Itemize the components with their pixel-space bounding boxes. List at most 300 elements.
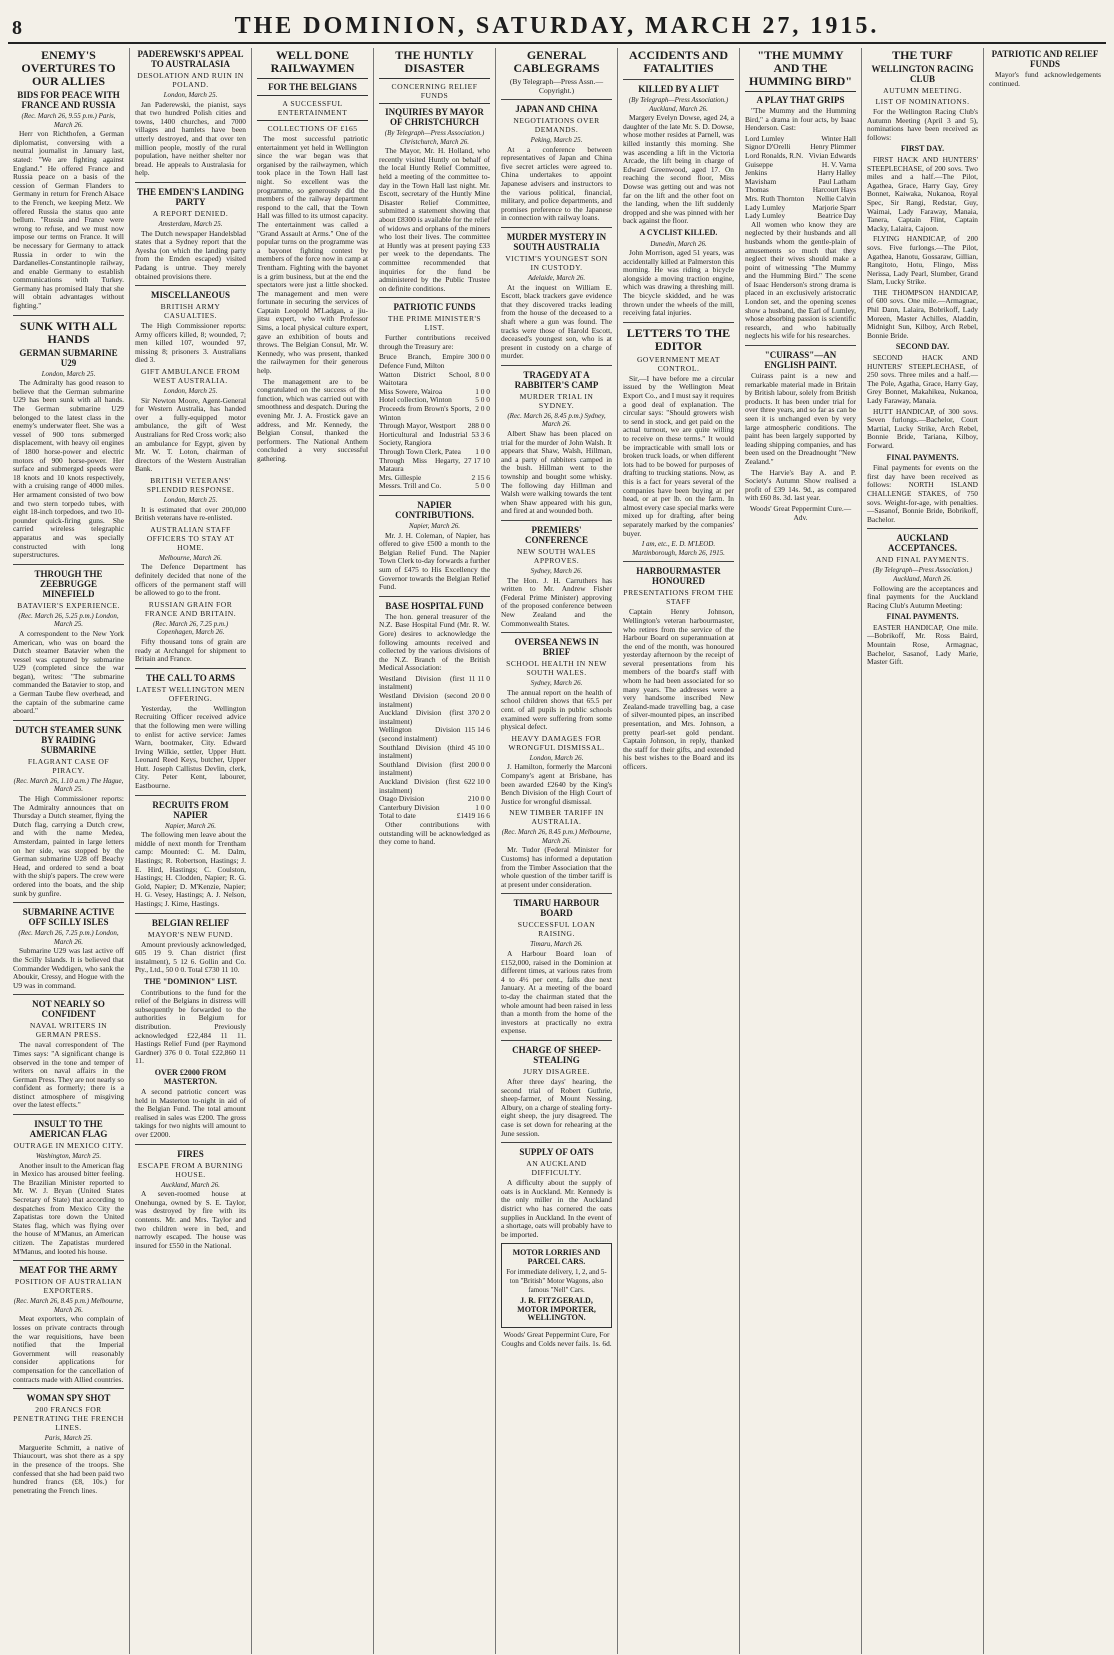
article-body: The management are to be congratulated on the success of the function, which was carried out with smoothness and despatch. During the evening Mr. J. A. Frostick gave an address, and Mr. Kennedy, the Belgian Consul, thanked the performers. The National Anthem concluded a very successful gathering. — [257, 376, 368, 463]
list-item — [379, 744, 490, 761]
subheadline: AN AUCKLAND DIFFICULTY. — [526, 1159, 587, 1178]
article-body: The Admiralty has good reason to believe that the German submarine U29 has been sunk with all hands. The German submarine U29 belonged to the latest class in the enemy's underwater fleet. She was a vessel of 900 tons submerged displacement, with heavy oil engines of 1800 horse-power and electric motors of 900 horse-power. Her surface and submerged speeds were 18 knots and 10 knots respectively, with a cruising range of 4000 miles. Her armament consisted of two bow and two stern torpedo tubes, with eight 18-inch torpedoes, and two 10-pounder quick-firing guns. She carried wireless telegraphic apparatus and was specially constructed with long superstructures. — [13, 378, 124, 560]
list-entry-value: 200 0 0 — [467, 759, 490, 769]
article-body: Final payments for events on the first day have been received as follows: NORTH ISLAND CHALLENGE STAKES, of 750 sovs. Weight-for-age, with penalties.—Sasanof, Bonnie Bride, Bobrikoff, Bachelor. — [867, 463, 978, 524]
article-body: Marguerite Schmitt, a native of Thiaucourt, was shot there as a spy in the presence of the troops. She confessed that she had been paid two hundred francs (£8, 10s.) for penetrating the French lines. — [13, 1442, 124, 1495]
list-entry-name: Canterbury Division — [379, 802, 440, 812]
list-item — [379, 692, 490, 709]
list-entry-name: Auckland Division (first instalment) — [379, 708, 464, 726]
article — [745, 345, 856, 522]
subheadline: CONCERNING RELIEF FUNDS — [391, 82, 478, 100]
list-item — [379, 726, 490, 743]
article-body: Mayor's fund acknowledgements continued. — [989, 70, 1101, 88]
article-body: EASTER HANDICAP, One mile.—Bobrikoff, Mr. Ross Baird, Mountain Rose, Armagnac, Bachelor, Sasanof, Lady Marie, Master Gift. — [867, 622, 978, 667]
list-entry-name: Total to date — [379, 811, 416, 821]
article-body: The Harvie's Bay A. and P. Society's Autumn Show realised a profit of £39 14s. 9d., as compared with £60 8s. 3d. last year. — [745, 467, 856, 503]
article-body: A Harbour Board loan of £152,000, raised in the Dominion at different times, at various rates from 4 to 4½ per cent., falls due next January. At a meeting of the board to-day the chairman stated that the whole amount had been raised in less than a month from the home of the investors at practically no extra expense. — [501, 949, 612, 1036]
contributions-list — [379, 675, 490, 821]
subheadline: GIFT AMBULANCE FROM WEST AUSTRALIA. — [140, 367, 241, 386]
subheadline: A CYCLIST KILLED. — [639, 227, 718, 237]
list-item — [379, 482, 490, 491]
ad-text: Woods' Great Peppermint Cure.—Adv. — [749, 503, 852, 522]
list-entry-value: 288 0 0 — [467, 421, 490, 431]
article-body: Amount previously acknowledged, 605 19 9. Chan district (first instalment), 5 12 6. Gollin and Co. Pty., Ltd., 50 0 0. Total £730 11 10. — [135, 939, 246, 975]
article — [13, 1114, 124, 1256]
article-body: Submarine U29 was last active off the Scilly Islands. It is believed that Commander Weddigen, who sank the Aboukir, Cressy, and Hogue with the U9 was in command. — [13, 946, 124, 990]
list-entry-value: 27 17 10 — [464, 455, 490, 465]
subheadline: MAYOR'S NEW FUND. — [147, 929, 234, 939]
subheadline: GOVERNMENT MEAT CONTROL. — [636, 354, 721, 373]
article-body: A correspondent to the New York American, who was on board the Dutch steamer Batavier when the vessel was captured by submarine U29 (completed since the war began), writes: "The submarine commanded the Batavier to stop, and a German Taube flew overhead, and the captain of the submarine came aboard." — [13, 628, 124, 716]
subheadline: NEGOTIATIONS OVER DEMANDS. — [513, 116, 600, 134]
subheadline: BRITISH ARMY CASUALTIES. — [160, 302, 221, 321]
list-entry-value: Nellie Calvin — [816, 193, 856, 203]
article-body: The Dutch newspaper Handelsblad states that a Sydney report that the Ayesha (on which the landing party from the Emden escaped) visited Padang is untrue. They merely obtained provisions there. — [135, 228, 246, 281]
dateline: (By Telegraph—Press Association.) Auckland, March 26. — [872, 566, 973, 583]
headline: THE CALL TO ARMS — [146, 672, 235, 683]
headline: "THE MUMMY AND THE HUMMING BIRD" — [749, 48, 852, 88]
headline: THROUGH THE ZEEBRUGGE MINEFIELD — [34, 568, 103, 599]
masthead — [8, 6, 1106, 44]
column-3 — [252, 48, 374, 1654]
dateline: Washington, March 25. — [35, 1152, 102, 1161]
article-body: HUTT HANDICAP, of 300 sovs. Seven furlongs.—Bachelor, Court Martial, Lucky Strike, Arch Rebel, Bonnie Bride, Tariana, Kilboy, Forward. — [867, 406, 978, 450]
headline: GENERAL CABLEGRAMS — [513, 48, 600, 75]
list-entry-name: Otago Division — [379, 794, 425, 804]
subheadline: FINAL PAYMENTS. — [886, 452, 959, 462]
article — [501, 1142, 612, 1239]
subheadline: VICTIM'S YOUNGEST SON IN CUSTODY. — [505, 253, 608, 272]
dateline: Amsterdam, March 25. — [158, 219, 223, 228]
dateline: (Rec. March 26, 8.45 p.m.) Melbourne, March 26. — [13, 1297, 124, 1314]
list-entry-value: 20 0 0 — [471, 691, 490, 701]
subheadline: FIRST DAY. — [900, 144, 945, 154]
article-body: John Morrison, aged 51 years, was accidentally killed at Palmerston this morning. He was riding a bicycle alongside a moving traction engine, which was drawing a threshing mill. The bicycle skidded, and he was thrown under the wheels of the mill, receiving fatal injuries. — [623, 248, 734, 318]
list-entry-name: Lord Lumley — [745, 133, 785, 143]
article-body: The High Commissioner reports: The Admiralty announces that on Thursday a Dutch steamer, flying the Dutch flag, carrying a Dutch crew, and with the name Medea, Amsterdam, painted in large letters on her side, was stopped by the German submarine U28 off Beachy Head, and ordered to send a boat with the ship's papers. The crew were ordered into the boats, and the ship sunk by gunfire. — [13, 794, 124, 898]
article-body: The Hon. J. H. Carruthers has written to Mr. Andrew Fisher (Federal Prime Minister) approving of the proposed conference between New Zealand and the Commonwealth States. — [501, 575, 612, 628]
cast-list — [745, 135, 856, 221]
dateline: Adelaide, March 26. — [527, 273, 586, 282]
newspaper-title: THE DOMINION, SATURDAY, MARCH 27, 1915. — [234, 13, 880, 39]
list-entry-name: Hotel collection, Winton — [379, 395, 452, 405]
article — [867, 49, 978, 524]
headline: NAPIER CONTRIBUTIONS. — [395, 499, 474, 520]
column-1 — [8, 48, 130, 1654]
dateline: (Rec. March 26, 1.10 a.m.) The Hague, March 25. — [13, 776, 124, 794]
article-body: FLYING HANDICAP, of 200 sovs. Five furlongs.—The Pilot, Agathea, Hanotu, Gossaraw, Gillian, Rangitoto, Hotu, Flingo, Miss Nerissa, Lady Pearl, Slumber, Grand Slam, Lucky Strike. — [867, 234, 978, 287]
article-body: The annual report on the health of school children shows that 65.5 per cent. of all pupils in public schools examined were suffering from some physical defect. — [501, 687, 612, 732]
dateline: London, March 25. — [163, 387, 218, 396]
list-entry-value: 5 0 0 — [475, 481, 490, 491]
headline: BELGIAN RELIEF — [151, 917, 230, 928]
list-entry-name: Through Mayor, Westport — [379, 421, 456, 431]
list-entry-name: Miss Sowere, Wairoa — [379, 386, 443, 396]
list-entry-value: 8 0 0 — [475, 369, 490, 379]
article-body: Contributions to the fund for the relief of the Belgians in distress will subsequently be forwarded to the authorities in Belgium for distribution. Previously acknowledged £22,484 11 11. Hastings Relief Fund (per Raymond Gardner) 376 0 0. Total £22,860 11 11. — [135, 987, 246, 1066]
list-entry-value: Henry Plimmer — [810, 142, 856, 152]
article-body: The Mayor, Mr. H. Holland, who recently visited Huntly on behalf of the local Huntly Relief Committee, held a meeting of the committee to-day in the Town Hall last night. Mr. Escott, secretary of the Huntly Mine Disaster Relief Committee, submitted a statement showing that about £8300 is available for the relief of widows and orphans of the miners who lost their lives. The committee at Huntly was at present paying £33 per week to the dependants. The committee recommended that inquiries for the fund be administered by the Public Trustee on definite conditions. — [379, 146, 490, 293]
article — [13, 994, 124, 1110]
list-entry-name: Southland Division (first instalment) — [379, 759, 464, 778]
column-6 — [618, 48, 740, 1654]
subheadline: (By Telegraph—Press Assn.—Copyright.) — [509, 77, 604, 95]
list-entry-name: Westland Division (second instalment) — [379, 691, 468, 709]
subheadline: A SUCCESSFUL ENTERTAINMENT — [277, 99, 348, 117]
dateline: (By Telegraph—Press Association.) Christchurch, March 26. — [384, 129, 485, 146]
list-entry-name: Lady Lumley — [745, 211, 786, 221]
article — [867, 528, 978, 667]
subheadline: COLLECTIONS OF £165 — [267, 124, 358, 133]
list-entry-value: 5 0 0 — [475, 395, 490, 405]
article — [501, 365, 612, 516]
list-entry-value: 2 15 6 — [471, 472, 490, 482]
article — [623, 49, 734, 75]
list-entry-value: Paul Latham — [818, 176, 856, 186]
subheadline: LIST OF NOMINATIONS. — [875, 97, 970, 106]
headline: BASE HOSPITAL FUND — [385, 600, 484, 611]
headline: MEAT FOR THE ARMY — [19, 1265, 118, 1276]
dateline: London, March 25. — [41, 369, 96, 378]
article-body: Jan Paderewski, the pianist, says that two hundred Polish cities and towns, 1400 churches, and 7000 villages and hamlets have been utterly destroyed, and that over ten million people, mostly of the rural population, have neither shelter nor bread. He appeals to Australasia for help. — [135, 99, 246, 178]
subheadline: FINAL PAYMENTS. — [886, 612, 959, 622]
article-body: A seven-roomed house at Onehunga, owned by S. E. Taylor, was destroyed by fire with its contents. Mr. and Mrs. Taylor and two children were in bed, and narrowly escaped. The house was insured for £550 in the National. — [135, 1189, 246, 1250]
dateline: Auckland, March 26. — [161, 1180, 220, 1189]
article-body: The naval correspondent of The Times says: "A significant change is observed in the tone and temper of writers on naval affairs in the German Press. They are not nearly so confident as formerly; there is a distinct atmosphere of misgiving over the latest effects." — [13, 1040, 124, 1110]
column-8 — [862, 48, 984, 1654]
article-body: Fifty thousand tons of grain are ready at Archangel for shipment to Britain and France. — [135, 636, 246, 664]
article-body: The Defence Department has definitely decided that none of the officers of the permanent staff will be allowed to go to the front. — [135, 562, 246, 598]
ad-text: For immediate delivery, 1, 2, and 5-ton "British" Motor Wagons, also famous "Nell" Cars. — [506, 1268, 607, 1294]
article-body: Mr. Tudor (Federal Minister for Customs) has informed a deputation from the Timber Association that the whole question of the timber tariff is at present under consideration. — [501, 845, 612, 889]
list-entry-value: 300 0 0 — [467, 352, 490, 362]
list-entry-name: Mrs. Gillespie — [379, 472, 422, 482]
article-body: Cuirass paint is a new and remarkable material made in Britain by British labour, solely from British products. It has been under trial for over three years, and so far as can be seen it is unchanged even by very large atmospheric conditions. The paint has been largely supported by leading shipping companies, and has been used on the Dreadnought "New Zealand." — [745, 371, 856, 466]
contributions-list — [379, 353, 490, 491]
column-9 — [984, 48, 1106, 1654]
subheadline: BRITISH VETERANS' SPLENDID RESPONSE. — [146, 476, 235, 494]
headline: CHARGE OF SHEEP-STEALING — [512, 1044, 601, 1065]
subheadline: LATEST WELLINGTON MEN OFFERING. — [136, 684, 245, 703]
headline: MISCELLANEOUS — [150, 290, 231, 301]
article — [379, 297, 490, 491]
article-body: It is estimated that over 200,000 British veterans have re-enlisted. — [135, 504, 246, 523]
article-body: A second patriotic concert was held in Masterton to-night in aid of the Belgian Fund. The total amount realised in sales was £200. The gross takings for two nights will amount to over £2000. — [135, 1087, 246, 1140]
subheadline: MURDER TRIAL IN SYDNEY. — [519, 391, 594, 410]
dateline: (Rec. March 26, 5.25 p.m.) London, March 25. — [18, 611, 119, 629]
list-entry-value: 1 0 0 — [475, 386, 490, 396]
column-5 — [496, 48, 618, 1654]
dateline: Melbourne, March 26. — [158, 553, 223, 562]
headline: DUTCH STEAMER SUNK BY RAIDING SUBMARINE — [15, 724, 122, 755]
article-body: Following are the acceptances and final payments for the Auckland Racing Club's Autumn Meeting: — [867, 583, 978, 610]
headline: THE HUNTLY DISASTER — [395, 48, 474, 75]
list-entry-value: Beatrice Day — [817, 211, 856, 221]
article-body: Sir,—I have before me a circular issued by the Wellington Meat Export Co., and I must say it requires a good deal of explanation. The circular says: "Should growers wish to send in stock, and get paid on the actual turnout, we are quite willing to receive on these terms." It would be impracticable with small lots or broken truck loads, or when different lots had to be bowed for purposes of drafting to trucking stations. Now, as this is a fact for years several of the companies have been buying at per head, or at per lb. on the farm. In almost every case special marks were mixed up for drafting, after being separately marked by the companies' buyer. — [623, 373, 735, 538]
article-body: Albert Shaw has been placed on trial for the murder of John Walsh. It appears that Shaw, Walsh, Hillman, and a party of rabbiters camped in the bush. Hillman went to the township and bought some whisky. The following day Hillman and Walsh were walking towards the tent when Shaw appeared with his gun, and fired at and wounded both. — [501, 429, 612, 516]
article — [135, 1144, 246, 1251]
list-entry-name: Auckland Division (first instalment) — [379, 777, 461, 795]
headline: PREMIERS' CONFERENCE — [524, 525, 588, 545]
article — [501, 1040, 612, 1138]
article-body: Meat exporters, who complain of losses on private contracts through the war requisitions, have been notified that the Imperial Government will reasonably consider applications for compensation for the cancellation of contracts made with Allied countries. — [13, 1314, 124, 1384]
article-body: The following men leave about the middle of next month for Trentham camp: Mounted: C. M. Dalm, Hastings; R. Robertson, Hastings; J. E. Hird, Hastings; C. Coulston, Hastings; H. Clodden, Napier; R. G. Gold, Napier; D. M'Kenzie, Napier; H. G. Vesey, Hastings; A. J. Nelson, Hastings; J. Kime, Hastings. — [135, 830, 246, 908]
headline: "CUIRASS"—AN ENGLISH PAINT. — [764, 350, 837, 371]
list-entry-name: Through Miss Hegarty, Mataura — [379, 455, 461, 474]
article — [13, 1388, 124, 1495]
list-item — [379, 761, 490, 778]
subheadline: PRESENTATIONS FROM THE STAFF — [623, 588, 734, 607]
headline: OVERSEA NEWS IN BRIEF — [514, 637, 599, 658]
subheadline: AND FINAL PAYMENTS. — [875, 555, 970, 565]
headline: PADEREWSKI'S APPEAL TO AUSTRALASIA — [137, 49, 244, 69]
list-item — [379, 371, 490, 388]
columns — [8, 48, 1106, 1654]
list-item — [379, 431, 490, 448]
article — [501, 49, 612, 95]
dateline: Napier, March 26. — [408, 521, 461, 530]
list-entry-value: Harry Halley — [817, 168, 856, 178]
list-item — [379, 353, 490, 370]
article-body: The hon. general treasurer of the N.Z. Base Hospital Fund (Mr. R. W. Gore) desires to acknowledge the following amounts received and collected by the various divisions of the N.Z. Branch of the British Medical Association: — [379, 611, 490, 673]
subheadline: HEAVY DAMAGES FOR WRONGFUL DISMISSAL. — [508, 733, 605, 752]
article — [13, 902, 124, 990]
list-entry-name: Jenkins — [745, 168, 768, 178]
article — [501, 632, 612, 889]
list-entry-name: Mrs. Ruth Thornton — [745, 193, 805, 203]
advertisement — [501, 1243, 612, 1328]
article-body: A difficulty about the supply of oats is in Auckland. Mr. Kennedy is the only miller in the Auckland district who has cornered the oats supplies in Auckland. In the event of a shortage, oats will probably have to be imported. — [501, 1178, 612, 1239]
headline: NOT NEARLY SO CONFIDENT — [32, 999, 105, 1020]
article-body: Mr. J. H. Coleman, of Napier, has offered to give £500 a month to the Belgian Relief Fund. The Napier Town Clerk to-day forwards a further sum of £475 to His Excellency the Governor towards the Belgian Relief Fund. — [379, 530, 490, 592]
article-body: Other contributions with outstanding will be acknowledged as they come to hand. — [379, 819, 490, 847]
article-body: The High Commissioner reports: Army officers killed, 8; wounded, 7; men killed 107, wounded 97, missing 8; prisoners 3. Australians died 3. — [135, 321, 246, 365]
article — [379, 495, 490, 592]
list-item — [379, 778, 490, 795]
article — [13, 315, 124, 560]
article-body: At a conference between representatives of Japan and China five secret articles were agreed to. China undertakes to appoint Japanese advisers and instructors to the various political, financial, military, and police departments, and promises preference to the Japanese in connection with railway loans. — [501, 144, 612, 223]
article — [379, 49, 490, 293]
list-entry-name: Wellington Division (second instalment) — [379, 725, 461, 744]
dateline: London, March 25. — [163, 91, 218, 99]
headline: FIRES — [177, 1148, 204, 1159]
list-entry-name: Lord Ronalds, R.N. — [745, 150, 804, 160]
subheadline: NAVAL WRITERS IN GERMAN PRESS. — [29, 1021, 108, 1040]
article — [501, 893, 612, 1036]
subheadline: NEW SOUTH WALES APPROVES. — [517, 547, 596, 565]
ad-heading: MOTOR LORRIES AND PARCEL CARS. — [512, 1248, 601, 1266]
article-body: At the inquest on William E. Escott, black trackers gave evidence that they discovered tracks leading from the house of the deceased to a shaft where a gun was found. The tracks were those of Harold Escott, deceased's youngest son, who is at present in custody on a charge of murder. — [501, 282, 612, 361]
list-entry-value: H. V. Varna — [821, 159, 856, 169]
headline: TIMARU HARBOUR BOARD — [513, 898, 600, 919]
list-entry-name: Lady Lumley — [745, 202, 786, 212]
list-entry-value: 622 10 0 — [464, 777, 490, 786]
headline: THE TURF — [892, 48, 953, 62]
headline: RECRUITS FROM NAPIER — [152, 799, 229, 820]
headline: WELL DONE RAILWAYMEN — [270, 48, 355, 75]
list-entry-value: Marjorie Sparr — [812, 202, 856, 212]
dateline: (Rec. March 26, 9.55 p.m.) Paris, March 26. — [21, 112, 116, 129]
article — [257, 49, 368, 464]
article — [135, 795, 246, 909]
list-entry-value: 2 0 0 — [475, 404, 490, 414]
list-item — [379, 709, 490, 726]
dateline: Sydney, March 26. — [530, 679, 583, 688]
dateline: (Rec. March 26, 8.45 p.m.) Melbourne, March 26. — [501, 828, 612, 845]
article-body: Margery Evelyn Dowse, aged 24, a daughter of the late Mr. S. D. Dowse, whose mother resides at Parnell, was killed instantly this morning. She was ascending a lift in the Victoria Arcade, the lift being in charge of Edward Greenwood, aged 17. On reaching the second floor, Miss Dowse was getting out and was not far on the lift and the other foot on the landing, when the lift suddenly dropped and she was pinned with her back against the floor. — [623, 113, 734, 226]
article — [501, 520, 612, 628]
dateline: Peking, March 25. — [530, 136, 583, 144]
subheadline: RUSSIAN GRAIN FOR FRANCE AND BRITAIN. — [144, 599, 237, 618]
list-entry-value: 11 11 0 — [468, 673, 490, 683]
article-body: Captain Henry Johnson, Wellington's veteran harbourmaster, who retires from the service of the Harbour Board on superannuation at the end of the month, was honoured yesterday afternoon by the receipt of several presentations from his members of the board's staff with whom he had been associated for so many years. The addresses were a very handsome inscribed New Zealand-made travelling bag, a case of silver-mounted pipes, an inscribed presentation, and Mrs. Johnson, a pretty pearl-set gold pendant. Captain Johnson, in reply, thanked the staff for their gifts, and extended his best wishes to the Board and its officers. — [623, 607, 734, 771]
subheadline: AUSTRALIAN STAFF OFFICERS TO STAY AT HOME. — [146, 524, 235, 552]
subheadline: SCHOOL HEALTH IN NEW SOUTH WALES. — [506, 659, 607, 678]
list-entry-name: Through Town Clerk, Patea — [379, 447, 461, 456]
list-entry-value: 45 10 0 — [467, 742, 490, 752]
subheadline: WELLINGTON RACING CLUB — [871, 64, 974, 84]
article-body: Herr von Richthofen, a German diplomatist, conversing with a neutral journalist in January last, stated: "We are fighting against England." He offered France and Russia peace on a basis of the cession of German Flanders to Germany in return for French Alsace to the French, we keeping Metz. We offered Russia the status quo ante bellum. "Russia and France were wrong to refuse, and we must now impose our terms on France. It will be necessary for Germany to attack Russia in order to win the Dardanelles-Constantinople railway, and enable Germany to establish communications with Turkey. Germany has promised Italy that she will obtain advantages without fighting." — [13, 129, 124, 311]
list-entry-name: Thomas — [745, 185, 769, 195]
article — [13, 49, 124, 311]
headline: HARBOURMASTER HONOURED — [636, 566, 721, 587]
subheadline: 200 FRANCS FOR PENETRATING THE FRENCH LINES. — [13, 1405, 124, 1433]
article — [13, 720, 124, 898]
dateline: (Rec. March 26, 8.45 p.m.) Sydney, March 26. — [507, 411, 606, 429]
article — [379, 596, 490, 847]
list-item — [379, 675, 490, 692]
subheadline: NEW TIMBER TARIFF IN AUSTRALIA. — [509, 808, 604, 827]
article — [135, 285, 246, 664]
list-item — [379, 457, 490, 474]
list-entry-value: 115 14 6 — [464, 725, 490, 735]
subheadline: A REPORT DENIED. — [152, 208, 229, 218]
list-entry-name: Messrs. Trill and Co. — [379, 481, 442, 491]
dateline: London, March 26. — [529, 753, 584, 762]
article — [623, 561, 734, 771]
headline: SUPPLY OF OATS — [519, 1147, 594, 1158]
dateline: (Rec. March 26, 7.25 p.m.) Copenhagen, March 26. — [152, 619, 229, 637]
subheadline: BATAVIER'S EXPERIENCE. — [17, 600, 120, 610]
headline: LETTERS TO THE EDITOR — [626, 325, 731, 353]
dateline: Paris, March 25. — [44, 1434, 93, 1443]
subheadline: AUTUMN MEETING. — [883, 86, 962, 95]
list-entry-value: 210 0 0 — [467, 794, 490, 804]
article — [989, 49, 1101, 88]
list-entry-name: Southland Division (third instalment) — [379, 742, 464, 761]
list-entry-value: 53 3 6 — [471, 429, 490, 439]
article — [135, 668, 246, 791]
list-entry-name: Watton District School, Waitotara — [379, 369, 472, 388]
headline: SUNK WITH ALL HANDS — [19, 318, 118, 346]
article — [135, 49, 246, 178]
list-entry-value: £1419 16 6 — [456, 811, 490, 821]
article-body: Yesterday, the Wellington Recruiting Officer received advice that the following men were willing to enlist for active service: James Warn, bootmaker, City. Edward Irving Wilkie, settler, Upper Hutt. Leonard Reed Keys, butcher, Upper Hutt. Joseph Callistus Devlin, clerk, City. Peter Kent, labourer, Eastbourne. — [135, 703, 246, 791]
list-entry-name: Signor D'Orelli — [745, 142, 791, 152]
list-entry-value: Harcourt Hays — [812, 185, 856, 195]
column-7 — [740, 48, 862, 1654]
subheadline: DESOLATION AND RUIN IN POLAND. — [137, 71, 244, 89]
article-body: All women who know they are neglected by their husbands and all husbands whom the gentle-plain of amusements so much that they neglect their wives should make a point of witnessing "The Mummy and the Humming Bird." The scene of Isaac Henderson's strong drama is placed in an exclusively aristocratic London set, and the opening scenes show a husband, the Earl of Lumley, whose absorbing passion is scientific research, and who habitually neglects his wife for his researches. — [745, 219, 856, 341]
dateline: Sydney, March 26. — [530, 567, 583, 575]
list-item — [379, 405, 490, 422]
page-number: 8 — [12, 17, 22, 39]
list-entry-value: Winter Hall — [821, 133, 856, 143]
subheadline: A PLAY THAT GRIPS — [756, 95, 845, 105]
headline: SUBMARINE ACTIVE OFF SCILLY ISLES — [22, 907, 115, 928]
article — [135, 182, 246, 281]
headline: PATRIOTIC AND RELIEF FUNDS — [991, 49, 1099, 69]
dateline: Timaru, March 26. — [530, 940, 583, 949]
article-body: For the Wellington Racing Club's Autumn Meeting (April 3 and 5), nominations have been received as follows: — [867, 107, 978, 142]
headline: MURDER MYSTERY IN SOUTH AUSTRALIA — [506, 231, 607, 252]
subheadline: POSITION OF AUSTRALIAN EXPORTERS. — [14, 1277, 123, 1296]
list-entry-value: 370 2 0 — [467, 708, 490, 718]
headline: WOMAN SPY SHOT — [26, 1393, 111, 1404]
article-body: FIRST HACK AND HUNTERS' STEEPLECHASE, of 200 sovs. Two miles and a half.—The Pilot, Agathea, Grace, Harry Gay, Grey Bonnet, Kaiwaka, Nukanoa, Royal Spec, Sir Rangi, Redstar, Guy, Waimai, Lady Faraway, Manaia, Tanera, Captain Flint, Captain Macky, Lalaira, Cajoon. — [867, 154, 978, 233]
article-body: The most successful patriotic entertainment yet held in Wellington since the war began was that organised by the railwaymen, which took place in the Town Hall last night. So excellent was the programme, so generously did the members of the railway department respond to the call, that the Town Hall was filled to its utmost capacity. The entertainment was called a "Grand Assault at Arms." One of the popular turns on the programme was a bayonet fighting contest by members of the force now in camp at Trentham. Fighting with the bayonet is a grim business, but at the end the spectators were just a little shocked. The management and men were fortunate in securing the services of Captain Leopold M'Ladgan, a jiu-jitsu expert, who with Professor Sims, a local physical culture expert, gave an exhibition of bouts and throws. The Belgian Consul, Mr. W. Kennedy, who was present, thanked the railwaymen for their generous help. — [257, 134, 368, 376]
article-body: SECOND HACK AND HUNTERS' STEEPLECHASE, of 250 sovs. Three miles and a half.—The Pole, Agatha, Grace, Harry Gay, Grey Bonnet, Makahikea, Nukanoa, Lady Faraway, Manaia. — [867, 353, 978, 405]
column-2 — [130, 48, 252, 1654]
headline: TRAGEDY AT A RABBITER'S CAMP — [514, 369, 599, 390]
headline: JAPAN AND CHINA — [515, 104, 598, 114]
letter-signature: I am, etc., E. D. M'LEOD. Martinborough, March 26, 1915. — [632, 540, 725, 557]
dateline: (By Telegraph—Press Association.) Auckland, March 26. — [628, 96, 729, 113]
list-entry-name: Mavisham — [745, 176, 777, 186]
subheadline: THE "DOMINION" LIST. — [144, 976, 237, 986]
list-entry-value: 1 0 0 — [475, 447, 490, 456]
list-entry-value: Vivian Edwards — [808, 150, 856, 160]
subheadline: THE PRIME MINISTER'S LIST. — [387, 314, 482, 333]
dateline: London, March 25. — [163, 496, 218, 504]
subheadline: SECOND DAY. — [895, 342, 950, 352]
list-entry-name: Guiseppe — [745, 159, 773, 169]
subheadline: JURY DISAGREE. — [523, 1066, 590, 1076]
subheadline: FOR THE BELGIANS — [268, 82, 357, 92]
headline: INSULT TO THE AMERICAN FLAG — [29, 1119, 108, 1140]
article — [501, 99, 612, 223]
ad-signature: J. R. FITZGERALD, MOTOR IMPORTER, WELLINGTON. — [517, 1296, 596, 1323]
subheadline: SUCCESSFUL LOAN RAISING. — [517, 920, 596, 939]
dateline: Dunedin, March 26. — [650, 239, 707, 248]
article — [745, 49, 856, 341]
article-body: "The Mummy and the Humming Bird," a drama in four acts, by Isaac Henderson. Cast: — [745, 106, 856, 133]
list-entry-name: Proceeds from Brown's Sports, Winton — [379, 404, 472, 422]
article-body: After three days' hearing, the second trial of Robert Guthrie, sheep-farmer, of Mount Nessing, Albury, on a charge of stealing forty-eight sheep, the jury disagreed. The case is set down for rehearing at the June session. — [501, 1076, 612, 1138]
article — [13, 564, 124, 716]
article — [13, 1260, 124, 1384]
list-entry-name: Horticultural and Industrial Society, Rangiora — [379, 429, 468, 448]
article — [501, 227, 612, 361]
article-body: THE THOMPSON HANDICAP, of 600 sovs. One mile.—Armagnac, Phil Dann, Lalaira, Bobrikoff, Lady Moreen, Master Achilles, Aladdin, Midnight Sun, Kilboy, Arch Rebel, Bonnie Bride. — [867, 287, 978, 340]
article-body: Sir Newton Moore, Agent-General for Western Australia, has handed over a fully-equipped motor ambulance, the gift of West Australians for Red Cross work; also an ambulance for Egypt, given by Mr. W. T. Loton, chairman of directors of the Western Australian Bank. — [135, 395, 246, 474]
column-4 — [374, 48, 496, 1654]
headline: KILLED BY A LIFT — [638, 84, 719, 94]
list-entry-name: Bruce Branch, Empire Defence Fund, Milton — [379, 352, 464, 371]
ad-text: Woods' Great Peppermint Cure, For Coughs and Colds never fails. 1s. 6d. — [501, 1330, 612, 1348]
headline: PATRIOTIC FUNDS — [393, 302, 476, 313]
subheadline: ESCAPE FROM A BURNING HOUSE. — [137, 1160, 244, 1179]
headline: AUCKLAND ACCEPTANCES. — [887, 533, 958, 554]
subheadline: GERMAN SUBMARINE U29 — [19, 347, 118, 368]
dateline: Napier, March 26. — [164, 821, 217, 830]
article-body: J. Hamilton, formerly the Marconi Company's agent at Brisbane, has been awarded £2640 by the King's Bench Division of the High Court of Justice for wrongful dismissal. — [501, 762, 612, 806]
article-body: Another insult to the American flag in Mexico has aroused bitter feeling. The Brazilian Minister reported to Mr. W. J. Bryan (United States Secretary of State) that according to despatches from Mexico City the Zapatistas tore down the United States flag, which was flying over the house of M'Manus, an American citizen. The Zapatistas murdered M'Manus, and looted his house. — [13, 1160, 124, 1256]
subheadline: BIDS FOR PEACE WITH FRANCE AND RUSSIA — [17, 90, 120, 110]
subheadline: OUTRAGE IN MEXICO CITY. — [13, 1141, 124, 1151]
subheadline: OVER £2000 FROM MASTERTON. — [154, 1067, 227, 1086]
subheadline: INQUIRIES BY MAYOR OF CHRISTCHURCH — [385, 107, 484, 127]
